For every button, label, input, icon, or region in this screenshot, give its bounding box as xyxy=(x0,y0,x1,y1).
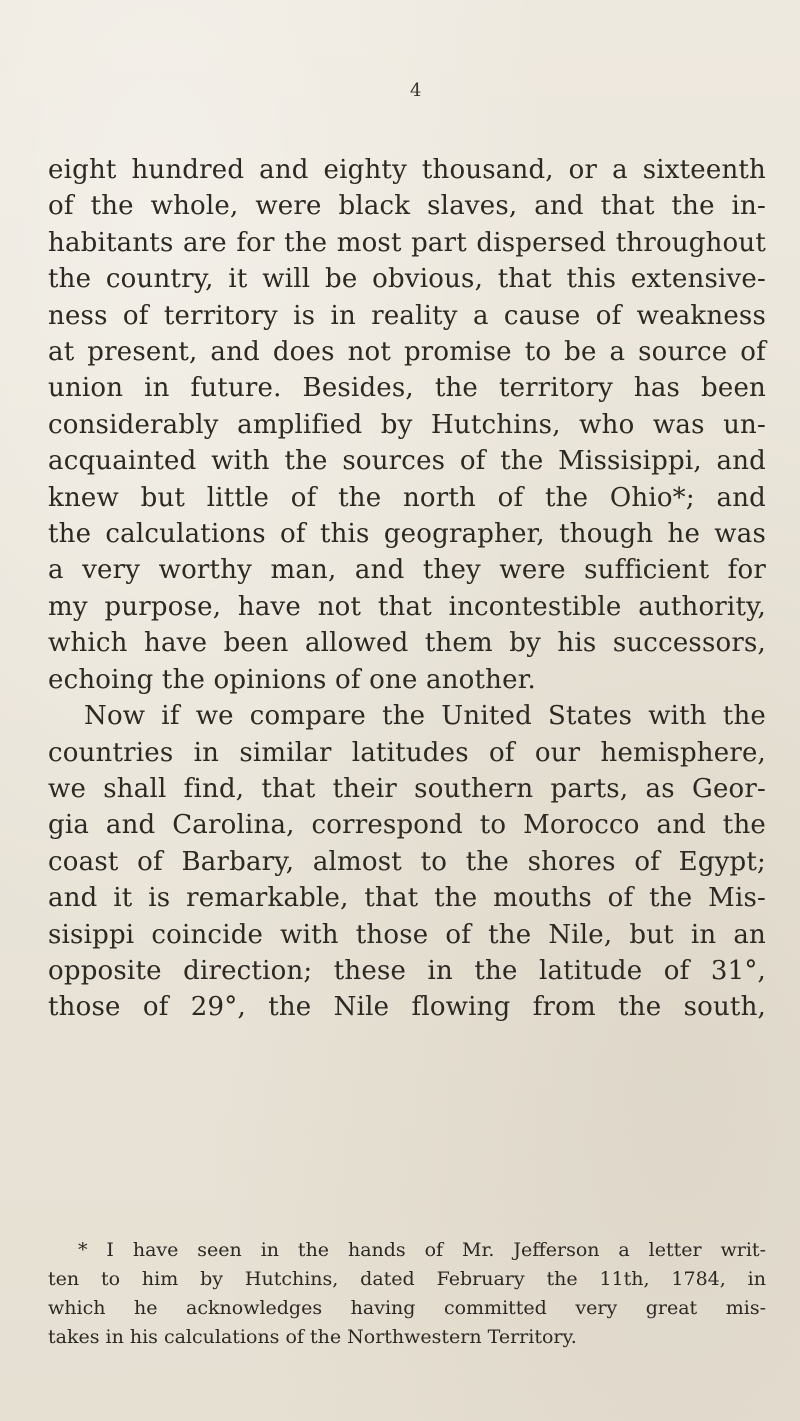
text-line: sisippi coincide with those of the Nile, but in an xyxy=(48,919,766,950)
footnote-line: which he acknowledges having committed very great mis- xyxy=(48,1297,766,1319)
text-line: and it is remarkable, that the mouths of the Mis- xyxy=(48,883,766,914)
text-line: considerably amplified by Hutchins, who was un- xyxy=(48,409,766,440)
footnote-line: ten to him by Hutchins, dated February the 11th, 1784, in xyxy=(48,1268,766,1290)
text-line: knew but little of the north of the Ohio*; and xyxy=(48,482,766,513)
text-line: a very worthy man, and they were sufficient for xyxy=(48,555,766,586)
text-line: eight hundred and eighty thousand, or a sixteenth xyxy=(48,155,766,185)
footnote-line: takes in his calculations of the Northwestern Territory. xyxy=(48,1326,577,1348)
text-line: union in future. Besides, the territory has been xyxy=(48,373,766,404)
text-line: my purpose, have not that incontestible authority, xyxy=(48,591,766,622)
text-line: countries in similar latitudes of our hemisphere, xyxy=(48,737,766,768)
text-line: at present, and does not promise to be a source of xyxy=(48,337,766,368)
text-line: those of 29°, the Nile flowing from the south, xyxy=(48,992,766,1023)
text-line: gia and Carolina, correspond to Morocco and the xyxy=(48,810,766,841)
footnote-line: * I have seen in the hands of Mr. Jefferson a letter writ- xyxy=(78,1239,766,1261)
text-line: coast of Barbary, almost to the shores of Egypt; xyxy=(48,846,766,877)
text-line: opposite direction; these in the latitude of 31°, xyxy=(48,955,766,986)
text-line: which have been allowed them by his successors, xyxy=(48,628,766,659)
footnote xyxy=(48,1236,766,1352)
text-line: the country, it will be obvious, that this extensive- xyxy=(48,264,766,295)
page-number: 4 xyxy=(410,80,422,101)
text-line: we shall find, that their southern parts, as Geor- xyxy=(48,773,766,804)
text-line: habitants are for the most part dispersed throughout xyxy=(48,227,766,258)
text-line: the calculations of this geographer, though he was xyxy=(48,519,766,550)
text-line: of the whole, were black slaves, and that the in- xyxy=(48,191,766,222)
body-text xyxy=(48,152,766,1026)
text-line: echoing the opinions of one another. xyxy=(48,664,536,695)
paragraph-start-line: Now if we compare the United States with the xyxy=(84,701,766,732)
text-line: acquainted with the sources of the Missisippi, and xyxy=(48,446,766,477)
text-line: ness of territory is in reality a cause of weakness xyxy=(48,300,766,331)
